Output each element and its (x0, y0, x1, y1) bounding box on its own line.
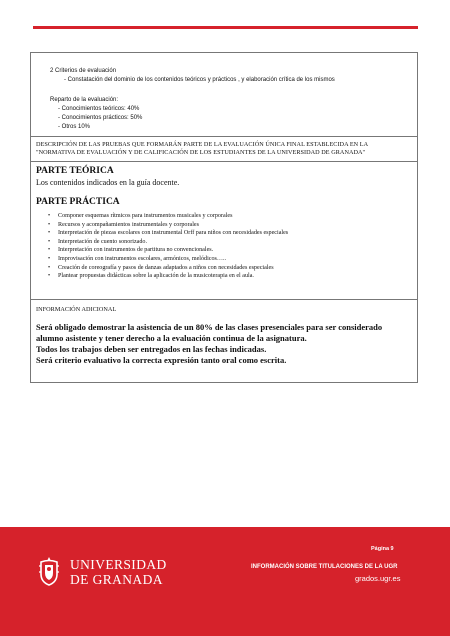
description-line: "NORMATIVA DE EVALUACIÓN Y DE CALIFICACIÓN DE LOS ESTUDIANTES DE LA UNIVERSIDAD DE GRANADA" (36, 149, 366, 156)
criteria-title: 2 Criterios de evaluación (50, 68, 117, 74)
titulaciones-info: INFORMACIÓN SOBRE TITULACIONES DE LA UGR (251, 564, 398, 570)
university-name (70, 557, 167, 587)
theory-heading: PARTE TEÓRICA (36, 166, 114, 176)
header-rule (33, 26, 418, 29)
list-item: • Creación de coreografía y pasos de danzas adaptados a niños con necesidades especiales (46, 264, 288, 273)
practice-section (31, 162, 417, 300)
list-item: • Plantear propuestas didácticas sobre la aplicación de la musicoterapia en el aula. (46, 272, 288, 281)
content-table (30, 52, 418, 383)
university-name-line1: UNIVERSIDAD (70, 557, 167, 572)
description-section (31, 137, 417, 162)
description-line: DESCRIPCIÓN DE LAS PRUEBAS QUE FORMARÁN PARTE DE LA EVALUACIÓN ÚNICA FINAL ESTABLECIDA EN LA (36, 141, 369, 148)
practice-list (46, 212, 288, 281)
additional-line: Será obligado demostrar la asistencia de un 80% de las clases presenciales para ser considerado (36, 322, 383, 332)
reparto-item: - Otros 10% (58, 124, 91, 130)
theory-text: Los contenidos indicados en la guía docente. (36, 178, 180, 187)
list-item: • Improvisación con instrumentos escolares, armónicos, melódicos….. (46, 255, 288, 264)
list-item: • Componer esquemas rítmicos para instrumentos musicales y corporales (46, 212, 288, 221)
website-link[interactable]: grados.ugr.es (355, 574, 401, 583)
list-item: • Interpretación de piezas escolares con instrumental Orff para niños con necesidades especiales (46, 229, 288, 238)
university-seal-icon (37, 556, 61, 586)
evaluation-criteria-section (31, 53, 417, 137)
reparto-item: - Conocimientos teóricos: 40% (58, 106, 140, 112)
university-name-line2: DE GRANADA (70, 572, 163, 587)
page-number: Página 9 (371, 546, 394, 552)
additional-heading: INFORMACIÓN ADICIONAL (36, 306, 117, 313)
list-item: • Recursos y acompañamientos instrumentales y corporales (46, 221, 288, 230)
additional-line: Será criterio evaluativo la correcta expresión tanto oral como escrita. (36, 355, 287, 365)
list-item: • Interpretación de cuento sonorizado. (46, 238, 288, 247)
additional-line: alumno asistente y tener derecho a la evaluación continua de la asignatura. (36, 333, 307, 343)
list-item: • Interpretación con instrumentos de partitura no convencionales. (46, 246, 288, 255)
practice-heading: PARTE PRÁCTICA (36, 197, 120, 207)
footer-band (0, 527, 450, 636)
reparto-title: Reparto de la evaluación: (50, 97, 119, 103)
criteria-text: - Constatación del dominio de los contenidos teóricos y prácticos , y elaboración crítica de los mismos (64, 77, 335, 83)
additional-info-section (31, 300, 417, 382)
reparto-item: - Conocimientos prácticos: 50% (58, 115, 143, 121)
additional-line: Todos los trabajos deben ser entregados en las fechas indicadas. (36, 344, 267, 354)
